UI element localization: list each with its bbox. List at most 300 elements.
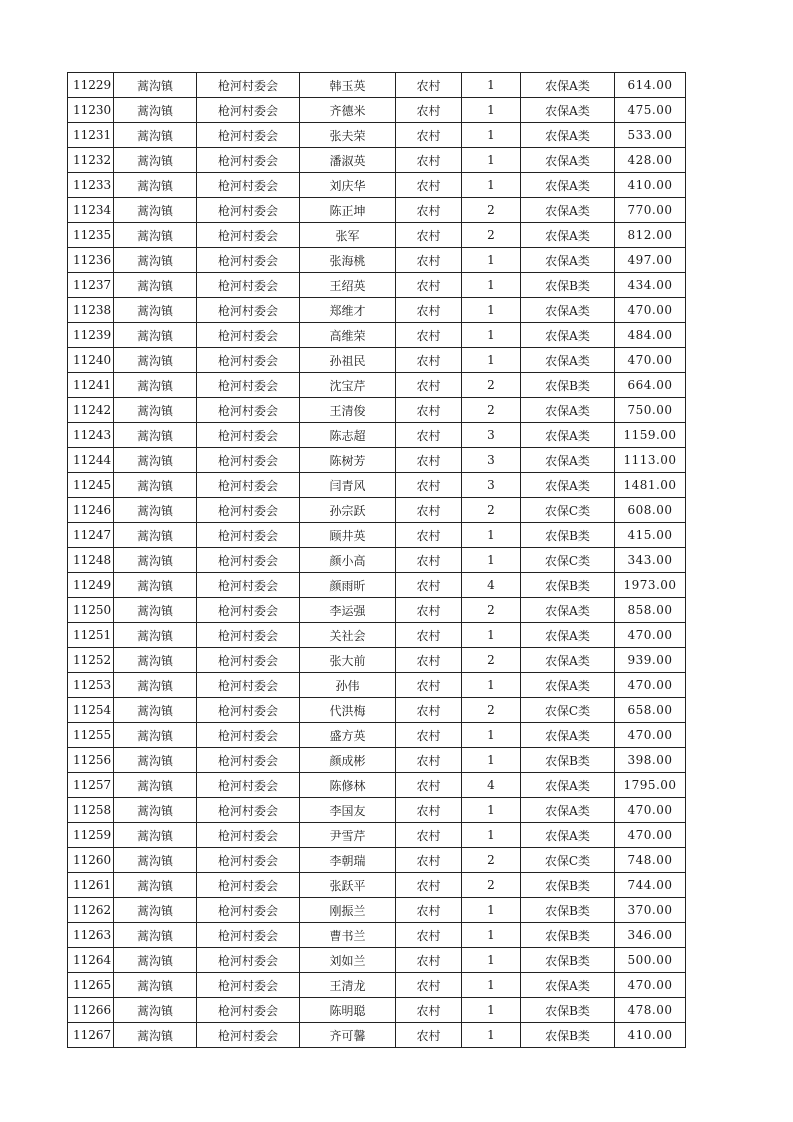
table-row bbox=[68, 973, 686, 998]
household-count-cell: 1 bbox=[462, 823, 521, 848]
amount-cell: 470.00 bbox=[615, 673, 686, 698]
category-cell: 农保A类 bbox=[521, 248, 615, 273]
category-cell: 农保C类 bbox=[521, 848, 615, 873]
table-row bbox=[68, 798, 686, 823]
town-cell: 蒿沟镇 bbox=[114, 323, 197, 348]
row-id-cell: 11247 bbox=[68, 523, 114, 548]
town-cell: 蒿沟镇 bbox=[114, 348, 197, 373]
household-count-cell: 2 bbox=[462, 873, 521, 898]
amount-cell: 664.00 bbox=[615, 373, 686, 398]
village-cell: 枪河村委会 bbox=[197, 123, 300, 148]
table-row bbox=[68, 523, 686, 548]
table-row bbox=[68, 698, 686, 723]
name-cell: 王清龙 bbox=[300, 973, 396, 998]
table-row bbox=[68, 873, 686, 898]
row-id-cell: 11246 bbox=[68, 498, 114, 523]
name-cell: 代洪梅 bbox=[300, 698, 396, 723]
category-cell: 农保B类 bbox=[521, 898, 615, 923]
name-cell: 陈树芳 bbox=[300, 448, 396, 473]
name-cell: 齐德米 bbox=[300, 98, 396, 123]
household-count-cell: 1 bbox=[462, 123, 521, 148]
residence-type-cell: 农村 bbox=[396, 273, 462, 298]
name-cell: 王绍英 bbox=[300, 273, 396, 298]
category-cell: 农保A类 bbox=[521, 973, 615, 998]
category-cell: 农保B类 bbox=[521, 373, 615, 398]
category-cell: 农保A类 bbox=[521, 723, 615, 748]
household-count-cell: 1 bbox=[462, 98, 521, 123]
amount-cell: 470.00 bbox=[615, 723, 686, 748]
row-id-cell: 11238 bbox=[68, 298, 114, 323]
household-count-cell: 1 bbox=[462, 948, 521, 973]
name-cell: 闫青风 bbox=[300, 473, 396, 498]
village-cell: 枪河村委会 bbox=[197, 948, 300, 973]
table-row bbox=[68, 298, 686, 323]
row-id-cell: 11244 bbox=[68, 448, 114, 473]
amount-cell: 346.00 bbox=[615, 923, 686, 948]
household-count-cell: 2 bbox=[462, 398, 521, 423]
amount-cell: 1113.00 bbox=[615, 448, 686, 473]
household-count-cell: 1 bbox=[462, 748, 521, 773]
category-cell: 农保A类 bbox=[521, 298, 615, 323]
household-count-cell: 1 bbox=[462, 323, 521, 348]
residence-type-cell: 农村 bbox=[396, 73, 462, 98]
village-cell: 枪河村委会 bbox=[197, 748, 300, 773]
household-count-cell: 3 bbox=[462, 448, 521, 473]
category-cell: 农保B类 bbox=[521, 998, 615, 1023]
row-id-cell: 11237 bbox=[68, 273, 114, 298]
town-cell: 蒿沟镇 bbox=[114, 923, 197, 948]
row-id-cell: 11266 bbox=[68, 998, 114, 1023]
amount-cell: 410.00 bbox=[615, 1023, 686, 1048]
residence-type-cell: 农村 bbox=[396, 348, 462, 373]
household-count-cell: 2 bbox=[462, 598, 521, 623]
amount-cell: 470.00 bbox=[615, 623, 686, 648]
village-cell: 枪河村委会 bbox=[197, 698, 300, 723]
row-id-cell: 11260 bbox=[68, 848, 114, 873]
table-row bbox=[68, 923, 686, 948]
amount-cell: 470.00 bbox=[615, 823, 686, 848]
household-count-cell: 2 bbox=[462, 198, 521, 223]
residence-type-cell: 农村 bbox=[396, 973, 462, 998]
village-cell: 枪河村委会 bbox=[197, 623, 300, 648]
town-cell: 蒿沟镇 bbox=[114, 73, 197, 98]
category-cell: 农保B类 bbox=[521, 748, 615, 773]
household-count-cell: 2 bbox=[462, 648, 521, 673]
residence-type-cell: 农村 bbox=[396, 223, 462, 248]
residence-type-cell: 农村 bbox=[396, 948, 462, 973]
table-row bbox=[68, 498, 686, 523]
name-cell: 张大前 bbox=[300, 648, 396, 673]
amount-cell: 500.00 bbox=[615, 948, 686, 973]
household-count-cell: 1 bbox=[462, 348, 521, 373]
residence-type-cell: 农村 bbox=[396, 548, 462, 573]
name-cell: 盛方英 bbox=[300, 723, 396, 748]
household-count-cell: 1 bbox=[462, 723, 521, 748]
amount-cell: 748.00 bbox=[615, 848, 686, 873]
residence-type-cell: 农村 bbox=[396, 473, 462, 498]
village-cell: 枪河村委会 bbox=[197, 823, 300, 848]
table-row bbox=[68, 373, 686, 398]
town-cell: 蒿沟镇 bbox=[114, 448, 197, 473]
category-cell: 农保A类 bbox=[521, 823, 615, 848]
residence-type-cell: 农村 bbox=[396, 448, 462, 473]
village-cell: 枪河村委会 bbox=[197, 423, 300, 448]
village-cell: 枪河村委会 bbox=[197, 323, 300, 348]
table-row bbox=[68, 148, 686, 173]
amount-cell: 1973.00 bbox=[615, 573, 686, 598]
residence-type-cell: 农村 bbox=[396, 323, 462, 348]
town-cell: 蒿沟镇 bbox=[114, 848, 197, 873]
name-cell: 曹书兰 bbox=[300, 923, 396, 948]
row-id-cell: 11264 bbox=[68, 948, 114, 973]
category-cell: 农保A类 bbox=[521, 423, 615, 448]
roster-table bbox=[67, 72, 686, 1048]
town-cell: 蒿沟镇 bbox=[114, 623, 197, 648]
amount-cell: 434.00 bbox=[615, 273, 686, 298]
residence-type-cell: 农村 bbox=[396, 423, 462, 448]
village-cell: 枪河村委会 bbox=[197, 448, 300, 473]
residence-type-cell: 农村 bbox=[396, 698, 462, 723]
household-count-cell: 3 bbox=[462, 473, 521, 498]
village-cell: 枪河村委会 bbox=[197, 398, 300, 423]
category-cell: 农保B类 bbox=[521, 273, 615, 298]
village-cell: 枪河村委会 bbox=[197, 473, 300, 498]
village-cell: 枪河村委会 bbox=[197, 198, 300, 223]
category-cell: 农保A类 bbox=[521, 223, 615, 248]
town-cell: 蒿沟镇 bbox=[114, 373, 197, 398]
residence-type-cell: 农村 bbox=[396, 823, 462, 848]
row-id-cell: 11259 bbox=[68, 823, 114, 848]
name-cell: 尹雪芹 bbox=[300, 823, 396, 848]
category-cell: 农保B类 bbox=[521, 573, 615, 598]
household-count-cell: 1 bbox=[462, 273, 521, 298]
village-cell: 枪河村委会 bbox=[197, 298, 300, 323]
table-row bbox=[68, 73, 686, 98]
table-row bbox=[68, 823, 686, 848]
amount-cell: 415.00 bbox=[615, 523, 686, 548]
category-cell: 农保A类 bbox=[521, 648, 615, 673]
table-row bbox=[68, 623, 686, 648]
town-cell: 蒿沟镇 bbox=[114, 698, 197, 723]
town-cell: 蒿沟镇 bbox=[114, 773, 197, 798]
town-cell: 蒿沟镇 bbox=[114, 248, 197, 273]
row-id-cell: 11235 bbox=[68, 223, 114, 248]
village-cell: 枪河村委会 bbox=[197, 848, 300, 873]
village-cell: 枪河村委会 bbox=[197, 73, 300, 98]
amount-cell: 608.00 bbox=[615, 498, 686, 523]
village-cell: 枪河村委会 bbox=[197, 148, 300, 173]
name-cell: 李运强 bbox=[300, 598, 396, 623]
household-count-cell: 2 bbox=[462, 223, 521, 248]
name-cell: 高维荣 bbox=[300, 323, 396, 348]
name-cell: 孙宗跃 bbox=[300, 498, 396, 523]
village-cell: 枪河村委会 bbox=[197, 1023, 300, 1048]
village-cell: 枪河村委会 bbox=[197, 548, 300, 573]
name-cell: 韩玉英 bbox=[300, 73, 396, 98]
town-cell: 蒿沟镇 bbox=[114, 398, 197, 423]
residence-type-cell: 农村 bbox=[396, 773, 462, 798]
table-row bbox=[68, 573, 686, 598]
town-cell: 蒿沟镇 bbox=[114, 898, 197, 923]
name-cell: 张海桃 bbox=[300, 248, 396, 273]
category-cell: 农保B类 bbox=[521, 948, 615, 973]
village-cell: 枪河村委会 bbox=[197, 648, 300, 673]
table-row bbox=[68, 323, 686, 348]
category-cell: 农保B类 bbox=[521, 873, 615, 898]
table-row bbox=[68, 173, 686, 198]
town-cell: 蒿沟镇 bbox=[114, 548, 197, 573]
household-count-cell: 4 bbox=[462, 773, 521, 798]
name-cell: 关社会 bbox=[300, 623, 396, 648]
category-cell: 农保A类 bbox=[521, 798, 615, 823]
name-cell: 郑维才 bbox=[300, 298, 396, 323]
table-row bbox=[68, 423, 686, 448]
amount-cell: 470.00 bbox=[615, 298, 686, 323]
household-count-cell: 1 bbox=[462, 173, 521, 198]
residence-type-cell: 农村 bbox=[396, 198, 462, 223]
table-row bbox=[68, 998, 686, 1023]
household-count-cell: 1 bbox=[462, 248, 521, 273]
amount-cell: 533.00 bbox=[615, 123, 686, 148]
village-cell: 枪河村委会 bbox=[197, 348, 300, 373]
row-id-cell: 11255 bbox=[68, 723, 114, 748]
name-cell: 刘如兰 bbox=[300, 948, 396, 973]
residence-type-cell: 农村 bbox=[396, 248, 462, 273]
table-row bbox=[68, 673, 686, 698]
row-id-cell: 11232 bbox=[68, 148, 114, 173]
household-count-cell: 1 bbox=[462, 523, 521, 548]
category-cell: 农保C类 bbox=[521, 498, 615, 523]
household-count-cell: 1 bbox=[462, 548, 521, 573]
town-cell: 蒿沟镇 bbox=[114, 823, 197, 848]
table-row bbox=[68, 473, 686, 498]
amount-cell: 478.00 bbox=[615, 998, 686, 1023]
name-cell: 陈明聪 bbox=[300, 998, 396, 1023]
category-cell: 农保C类 bbox=[521, 548, 615, 573]
name-cell: 孙伟 bbox=[300, 673, 396, 698]
row-id-cell: 11230 bbox=[68, 98, 114, 123]
table-row bbox=[68, 898, 686, 923]
row-id-cell: 11258 bbox=[68, 798, 114, 823]
table-row bbox=[68, 548, 686, 573]
row-id-cell: 11242 bbox=[68, 398, 114, 423]
row-id-cell: 11267 bbox=[68, 1023, 114, 1048]
row-id-cell: 11229 bbox=[68, 73, 114, 98]
table-row bbox=[68, 123, 686, 148]
row-id-cell: 11252 bbox=[68, 648, 114, 673]
table-row bbox=[68, 398, 686, 423]
table-row bbox=[68, 1023, 686, 1048]
category-cell: 农保A类 bbox=[521, 73, 615, 98]
table-row bbox=[68, 273, 686, 298]
amount-cell: 475.00 bbox=[615, 98, 686, 123]
category-cell: 农保A类 bbox=[521, 323, 615, 348]
amount-cell: 614.00 bbox=[615, 73, 686, 98]
town-cell: 蒿沟镇 bbox=[114, 673, 197, 698]
category-cell: 农保C类 bbox=[521, 698, 615, 723]
town-cell: 蒿沟镇 bbox=[114, 298, 197, 323]
name-cell: 陈正坤 bbox=[300, 198, 396, 223]
category-cell: 农保A类 bbox=[521, 348, 615, 373]
residence-type-cell: 农村 bbox=[396, 598, 462, 623]
village-cell: 枪河村委会 bbox=[197, 673, 300, 698]
table-row bbox=[68, 773, 686, 798]
town-cell: 蒿沟镇 bbox=[114, 723, 197, 748]
roster-body bbox=[68, 73, 686, 1048]
residence-type-cell: 农村 bbox=[396, 748, 462, 773]
amount-cell: 750.00 bbox=[615, 398, 686, 423]
row-id-cell: 11248 bbox=[68, 548, 114, 573]
name-cell: 王清俊 bbox=[300, 398, 396, 423]
row-id-cell: 11240 bbox=[68, 348, 114, 373]
category-cell: 农保A类 bbox=[521, 148, 615, 173]
town-cell: 蒿沟镇 bbox=[114, 748, 197, 773]
village-cell: 枪河村委会 bbox=[197, 573, 300, 598]
row-id-cell: 11265 bbox=[68, 973, 114, 998]
name-cell: 张夫荣 bbox=[300, 123, 396, 148]
name-cell: 刘庆华 bbox=[300, 173, 396, 198]
amount-cell: 398.00 bbox=[615, 748, 686, 773]
residence-type-cell: 农村 bbox=[396, 373, 462, 398]
row-id-cell: 11241 bbox=[68, 373, 114, 398]
residence-type-cell: 农村 bbox=[396, 998, 462, 1023]
category-cell: 农保A类 bbox=[521, 448, 615, 473]
village-cell: 枪河村委会 bbox=[197, 798, 300, 823]
name-cell: 张军 bbox=[300, 223, 396, 248]
amount-cell: 470.00 bbox=[615, 973, 686, 998]
household-count-cell: 1 bbox=[462, 898, 521, 923]
town-cell: 蒿沟镇 bbox=[114, 173, 197, 198]
town-cell: 蒿沟镇 bbox=[114, 123, 197, 148]
name-cell: 孙祖民 bbox=[300, 348, 396, 373]
name-cell: 齐可馨 bbox=[300, 1023, 396, 1048]
row-id-cell: 11250 bbox=[68, 598, 114, 623]
category-cell: 农保A类 bbox=[521, 198, 615, 223]
table-row bbox=[68, 98, 686, 123]
name-cell: 李朝瑞 bbox=[300, 848, 396, 873]
table-row bbox=[68, 448, 686, 473]
town-cell: 蒿沟镇 bbox=[114, 648, 197, 673]
residence-type-cell: 农村 bbox=[396, 298, 462, 323]
household-count-cell: 1 bbox=[462, 798, 521, 823]
town-cell: 蒿沟镇 bbox=[114, 273, 197, 298]
row-id-cell: 11253 bbox=[68, 673, 114, 698]
residence-type-cell: 农村 bbox=[396, 623, 462, 648]
amount-cell: 428.00 bbox=[615, 148, 686, 173]
name-cell: 刚振兰 bbox=[300, 898, 396, 923]
village-cell: 枪河村委会 bbox=[197, 498, 300, 523]
village-cell: 枪河村委会 bbox=[197, 723, 300, 748]
village-cell: 枪河村委会 bbox=[197, 998, 300, 1023]
town-cell: 蒿沟镇 bbox=[114, 473, 197, 498]
town-cell: 蒿沟镇 bbox=[114, 223, 197, 248]
household-count-cell: 2 bbox=[462, 698, 521, 723]
residence-type-cell: 农村 bbox=[396, 798, 462, 823]
table-row bbox=[68, 648, 686, 673]
town-cell: 蒿沟镇 bbox=[114, 973, 197, 998]
amount-cell: 410.00 bbox=[615, 173, 686, 198]
household-count-cell: 2 bbox=[462, 498, 521, 523]
town-cell: 蒿沟镇 bbox=[114, 498, 197, 523]
residence-type-cell: 农村 bbox=[396, 848, 462, 873]
residence-type-cell: 农村 bbox=[396, 523, 462, 548]
amount-cell: 470.00 bbox=[615, 798, 686, 823]
row-id-cell: 11233 bbox=[68, 173, 114, 198]
row-id-cell: 11256 bbox=[68, 748, 114, 773]
household-count-cell: 4 bbox=[462, 573, 521, 598]
category-cell: 农保A类 bbox=[521, 473, 615, 498]
table-row bbox=[68, 223, 686, 248]
residence-type-cell: 农村 bbox=[396, 173, 462, 198]
amount-cell: 658.00 bbox=[615, 698, 686, 723]
town-cell: 蒿沟镇 bbox=[114, 1023, 197, 1048]
town-cell: 蒿沟镇 bbox=[114, 148, 197, 173]
table-row bbox=[68, 598, 686, 623]
category-cell: 农保B类 bbox=[521, 923, 615, 948]
household-count-cell: 1 bbox=[462, 998, 521, 1023]
table-row bbox=[68, 198, 686, 223]
residence-type-cell: 农村 bbox=[396, 498, 462, 523]
row-id-cell: 11257 bbox=[68, 773, 114, 798]
household-count-cell: 1 bbox=[462, 298, 521, 323]
amount-cell: 1795.00 bbox=[615, 773, 686, 798]
name-cell: 陈修林 bbox=[300, 773, 396, 798]
village-cell: 枪河村委会 bbox=[197, 248, 300, 273]
village-cell: 枪河村委会 bbox=[197, 223, 300, 248]
category-cell: 农保A类 bbox=[521, 598, 615, 623]
amount-cell: 744.00 bbox=[615, 873, 686, 898]
town-cell: 蒿沟镇 bbox=[114, 798, 197, 823]
amount-cell: 470.00 bbox=[615, 348, 686, 373]
residence-type-cell: 农村 bbox=[396, 148, 462, 173]
household-count-cell: 1 bbox=[462, 623, 521, 648]
household-count-cell: 1 bbox=[462, 1023, 521, 1048]
household-count-cell: 1 bbox=[462, 973, 521, 998]
name-cell: 张跃平 bbox=[300, 873, 396, 898]
residence-type-cell: 农村 bbox=[396, 923, 462, 948]
name-cell: 李国友 bbox=[300, 798, 396, 823]
residence-type-cell: 农村 bbox=[396, 673, 462, 698]
residence-type-cell: 农村 bbox=[396, 573, 462, 598]
household-count-cell: 1 bbox=[462, 923, 521, 948]
row-id-cell: 11254 bbox=[68, 698, 114, 723]
amount-cell: 812.00 bbox=[615, 223, 686, 248]
category-cell: 农保A类 bbox=[521, 123, 615, 148]
category-cell: 农保B类 bbox=[521, 523, 615, 548]
town-cell: 蒿沟镇 bbox=[114, 948, 197, 973]
village-cell: 枪河村委会 bbox=[197, 98, 300, 123]
village-cell: 枪河村委会 bbox=[197, 598, 300, 623]
household-count-cell: 2 bbox=[462, 848, 521, 873]
category-cell: 农保A类 bbox=[521, 773, 615, 798]
residence-type-cell: 农村 bbox=[396, 723, 462, 748]
name-cell: 沈宝芹 bbox=[300, 373, 396, 398]
household-count-cell: 2 bbox=[462, 373, 521, 398]
row-id-cell: 11249 bbox=[68, 573, 114, 598]
row-id-cell: 11251 bbox=[68, 623, 114, 648]
town-cell: 蒿沟镇 bbox=[114, 873, 197, 898]
residence-type-cell: 农村 bbox=[396, 648, 462, 673]
row-id-cell: 11261 bbox=[68, 873, 114, 898]
row-id-cell: 11263 bbox=[68, 923, 114, 948]
town-cell: 蒿沟镇 bbox=[114, 998, 197, 1023]
residence-type-cell: 农村 bbox=[396, 873, 462, 898]
table-row bbox=[68, 723, 686, 748]
village-cell: 枪河村委会 bbox=[197, 373, 300, 398]
row-id-cell: 11234 bbox=[68, 198, 114, 223]
category-cell: 农保A类 bbox=[521, 398, 615, 423]
village-cell: 枪河村委会 bbox=[197, 173, 300, 198]
